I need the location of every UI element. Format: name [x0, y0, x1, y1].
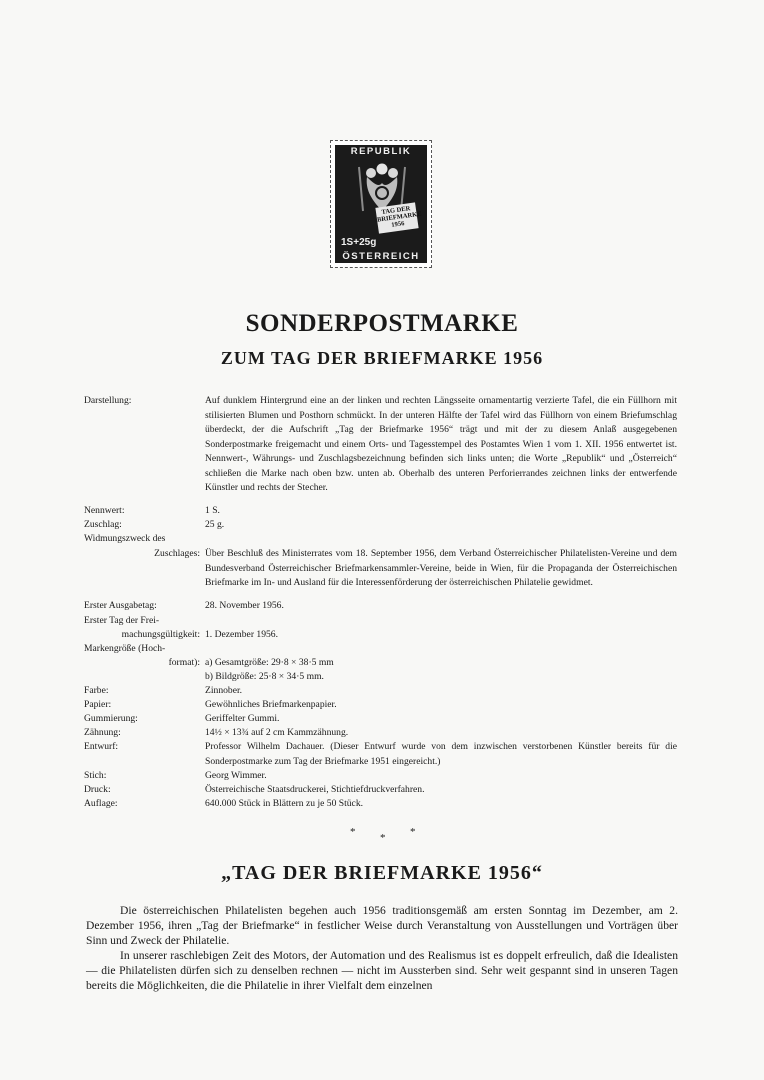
detail-value: 14½ × 13¾ auf 2 cm Kammzähnung. [205, 727, 349, 738]
detail-label: Zuschlages: [154, 548, 200, 559]
stamp-design [335, 145, 427, 263]
detail-value: Professor Wilhelm Dachauer. (Dieser Entwurf wurde von dem inzwischen verstorbenen Künstler bereits für die Sonderpostmarke zum Tag der Briefmarke 1951 eingereicht.) [205, 741, 677, 767]
stamp-value: 1S+25g [341, 237, 377, 248]
detail-value: a) Gesamtgröße: 29·8 × 38·5 mm [205, 657, 334, 668]
body-paragraph: In unserer raschlebigen Zeit des Motors, der Automation und des Realismus ist es doppelt erfreulich, daß die Idealisten — die Philatelisten dürfen sich zu denselben rechnen — nicht im Aussterben sind. Sehr weit gespannt sind in unseren Tagen bereits die Möglichkeiten, die die Philatelie in ihrer Vielfalt dem einzelnen [86, 949, 678, 992]
detail-label: Nennwert: [84, 505, 125, 516]
detail-value: 1. Dezember 1956. [205, 629, 278, 640]
detail-label: Widmungszweck des [84, 533, 166, 544]
stamp-bottom-text: ÖSTERREICH [342, 251, 420, 262]
detail-value: 28. November 1956. [205, 600, 284, 611]
separator-star: * [350, 826, 356, 838]
stamp-top-text: REPUBLIK [350, 146, 412, 157]
detail-label: machungsgültigkeit: [121, 629, 200, 640]
detail-label: Gummierung: [84, 713, 138, 724]
detail-label: Farbe: [84, 685, 109, 696]
separator-star: * [410, 826, 416, 838]
body-paragraph: Die österreichischen Philatelisten begehen auch 1956 traditionsgemäß am ersten Sonntag im Dezember, am 2. Dezember 1956, ihren „Tag der Briefmarke“ in festlicher Weise durch Veranstaltung von Ausstellungen und Vorträgen über Sinn und Zweck der Philatelie. [86, 904, 678, 947]
detail-label: Papier: [84, 699, 112, 710]
detail-label: Zähnung: [84, 727, 121, 738]
detail-label: Erster Tag der Frei- [84, 615, 160, 626]
detail-label: Zuschlag: [84, 519, 122, 530]
section-title: „TAG DER BRIEFMARKE 1956“ [221, 862, 543, 884]
page-subtitle: ZUM TAG DER BRIEFMARKE 1956 [220, 348, 544, 368]
detail-value: Geriffelter Gummi. [205, 713, 280, 724]
detail-label: Stich: [84, 770, 107, 781]
stamp-image [330, 140, 432, 268]
detail-value: 25 g. [205, 519, 225, 530]
detail-value: Gewöhnliches Briefmarkenpapier. [205, 699, 337, 710]
detail-label: Entwurf: [84, 741, 119, 752]
stamp-envelope-text: TAG DER BRIEFMARKE 1956 [375, 202, 418, 233]
detail-label: Auflage: [84, 798, 118, 809]
detail-value: Über Beschluß des Ministerrates vom 18. September 1956, dem Verband Österreichischer Philatelisten-Vereine und dem Bundesverband Österreichischer Briefmarkensammler-Vereine, beide in Wien, für die Propaganda der Österreichischen Briefmarke im In- und Ausland für die Interessenförderung der österreichischen Philatelie gewidmet. [205, 548, 677, 588]
detail-label: format): [168, 657, 200, 668]
detail-value: 1 S. [205, 505, 220, 516]
detail-value: Zinnober. [205, 685, 243, 696]
detail-label: Markengröße (Hoch- [84, 643, 166, 654]
detail-value: 640.000 Stück in Blättern zu je 50 Stück. [205, 798, 364, 809]
detail-label: Erster Ausgabetag: [84, 600, 157, 611]
detail-label: Druck: [84, 784, 111, 795]
separator-star: * [380, 832, 386, 844]
page-title: SONDERPOSTMARKE [245, 310, 519, 337]
detail-value: b) Bildgröße: 25·8 × 34·5 mm. [205, 671, 324, 682]
detail-label: Darstellung: [84, 395, 132, 406]
detail-value: Auf dunklem Hintergrund eine an der linken und rechten Längsseite ornamentartig verzierte Tafel, die ein Füllhorn mit stilisierten Blumen und Posthorn schmückt. In der unteren Hälfte der Tafel wird das Füllhorn von einem Briefumschlag überdeckt, der die Aufschrift „Tag der Briefmarke 1956“ trägt und mit der zu diesem Anlaß ausgegebenen Sonderpostmarke freigemacht und einem Orts- und Tagesstempel des Postamtes Wien 1 vom 1. XII. 1956 entwertet ist. Nennwert-, Währungs- und Zuschlagsbezeichnung befinden sich links unten; die Worte „Republik“ und „Österreich“ schließen die Marke nach oben bzw. unten ab. Oberhalb des unteren Perforierrandes zeichnen links der entwerfende Künstler und rechts der Stecher. [205, 395, 677, 493]
detail-value: Österreichische Staatsdruckerei, Stichtiefdruckverfahren. [205, 784, 425, 795]
detail-value: Georg Wimmer. [205, 770, 267, 781]
